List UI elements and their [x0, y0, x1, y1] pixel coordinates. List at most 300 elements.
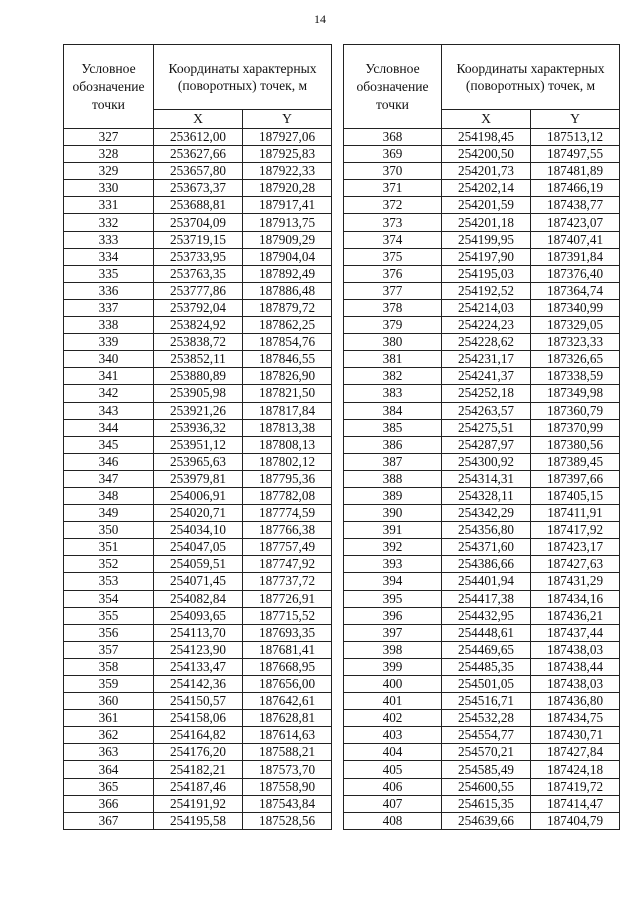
x-coordinate-cell: 254371,60: [442, 539, 531, 556]
y-coordinate-cell: 187693,35: [243, 624, 332, 641]
x-coordinate-cell: 254200,50: [442, 146, 531, 163]
x-coordinate-cell: 254164,82: [154, 727, 243, 744]
y-coordinate-cell: 187438,03: [531, 676, 620, 693]
y-coordinate-cell: 187588,21: [243, 744, 332, 761]
table-row: [64, 419, 332, 436]
x-coordinate-cell: 254241,37: [442, 368, 531, 385]
y-coordinate-cell: 187528,56: [243, 812, 332, 829]
table-row: [344, 727, 620, 744]
y-coordinate-cell: 187389,45: [531, 453, 620, 470]
point-number-cell: 331: [64, 197, 154, 214]
table-row: [64, 368, 332, 385]
point-number-cell: 394: [344, 573, 442, 590]
y-coordinate-cell: 187668,95: [243, 658, 332, 675]
table-row: [64, 248, 332, 265]
y-coordinate-cell: 187364,74: [531, 282, 620, 299]
y-coordinate-cell: 187329,05: [531, 317, 620, 334]
y-coordinate-cell: 187795,36: [243, 470, 332, 487]
point-number-cell: 335: [64, 265, 154, 282]
point-number-cell: 383: [344, 385, 442, 402]
point-number-cell: 361: [64, 710, 154, 727]
y-coordinate-cell: 187436,21: [531, 607, 620, 624]
table-row: [64, 812, 332, 829]
point-number-cell: 366: [64, 795, 154, 812]
point-number-cell: 401: [344, 693, 442, 710]
point-number-cell: 405: [344, 761, 442, 778]
y-coordinate-cell: 187436,80: [531, 693, 620, 710]
y-coordinate-cell: 187846,55: [243, 351, 332, 368]
table-row: [344, 436, 620, 453]
table-row: [64, 129, 332, 146]
point-number-cell: 372: [344, 197, 442, 214]
x-coordinate-cell: 254432,95: [442, 607, 531, 624]
y-coordinate-cell: 187424,18: [531, 761, 620, 778]
y-coordinate-cell: 187757,49: [243, 539, 332, 556]
point-number-cell: 399: [344, 658, 442, 675]
table-row: [344, 641, 620, 658]
point-number-cell: 393: [344, 556, 442, 573]
y-coordinate-cell: 187737,72: [243, 573, 332, 590]
table-row: [64, 573, 332, 590]
coordinates-table-left: [63, 44, 332, 830]
table-row: [344, 539, 620, 556]
x-coordinate-cell: 253612,00: [154, 129, 243, 146]
table-row: [64, 744, 332, 761]
x-coordinate-cell: 254198,45: [442, 129, 531, 146]
table-row: [344, 453, 620, 470]
y-coordinate-cell: 187614,63: [243, 727, 332, 744]
y-coordinate-cell: 187438,77: [531, 197, 620, 214]
y-coordinate-cell: 187340,99: [531, 299, 620, 316]
table-row: [64, 795, 332, 812]
point-number-cell: 404: [344, 744, 442, 761]
table-row: [64, 470, 332, 487]
y-coordinate-cell: 187886,48: [243, 282, 332, 299]
y-coordinate-cell: 187376,40: [531, 265, 620, 282]
table-row: [64, 522, 332, 539]
y-coordinate-cell: 187917,41: [243, 197, 332, 214]
table-row: [64, 163, 332, 180]
y-coordinate-cell: 187826,90: [243, 368, 332, 385]
point-number-cell: 342: [64, 385, 154, 402]
point-number-cell: 367: [64, 812, 154, 829]
point-number-cell: 402: [344, 710, 442, 727]
table-row: [344, 163, 620, 180]
page-number: 14: [314, 12, 326, 26]
point-number-cell: 380: [344, 334, 442, 351]
y-coordinate-cell: 187909,29: [243, 231, 332, 248]
table-row: [344, 282, 620, 299]
y-coordinate-cell: 187862,25: [243, 317, 332, 334]
y-coordinate-cell: 187904,04: [243, 248, 332, 265]
table-row: [64, 539, 332, 556]
y-coordinate-cell: 187431,29: [531, 573, 620, 590]
y-coordinate-cell: 187747,92: [243, 556, 332, 573]
table-row: [64, 676, 332, 693]
point-number-cell: 389: [344, 487, 442, 504]
point-number-cell: 336: [64, 282, 154, 299]
x-coordinate-cell: 254191,92: [154, 795, 243, 812]
table-row: [344, 351, 620, 368]
point-number-cell: 340: [64, 351, 154, 368]
y-coordinate-cell: 187802,12: [243, 453, 332, 470]
table-row: [344, 590, 620, 607]
point-number-cell: 381: [344, 351, 442, 368]
point-number-cell: 345: [64, 436, 154, 453]
x-coordinate-cell: 253979,81: [154, 470, 243, 487]
x-coordinate-cell: 253688,81: [154, 197, 243, 214]
x-coordinate-cell: 254082,84: [154, 590, 243, 607]
y-coordinate-cell: 187405,15: [531, 487, 620, 504]
point-number-cell: 334: [64, 248, 154, 265]
y-coordinate-cell: 187656,00: [243, 676, 332, 693]
y-coordinate-cell: 187808,13: [243, 436, 332, 453]
x-header: X: [154, 110, 243, 129]
table-row: [64, 282, 332, 299]
table-row: [64, 402, 332, 419]
point-number-cell: 348: [64, 487, 154, 504]
point-number-cell: 386: [344, 436, 442, 453]
x-coordinate-cell: 254417,38: [442, 590, 531, 607]
point-number-cell: 370: [344, 163, 442, 180]
table-row: [344, 419, 620, 436]
x-coordinate-cell: 254342,29: [442, 505, 531, 522]
point-number-cell: 406: [344, 778, 442, 795]
y-coordinate-cell: 187349,98: [531, 385, 620, 402]
x-coordinate-cell: 253852,11: [154, 351, 243, 368]
x-coordinate-cell: 253657,80: [154, 163, 243, 180]
point-number-cell: 333: [64, 231, 154, 248]
y-coordinate-cell: 187411,91: [531, 505, 620, 522]
x-coordinate-cell: 254501,05: [442, 676, 531, 693]
point-number-cell: 396: [344, 607, 442, 624]
table-row: [344, 761, 620, 778]
point-number-cell: 371: [344, 180, 442, 197]
table-row: [344, 334, 620, 351]
table-row: [64, 231, 332, 248]
point-number-cell: 397: [344, 624, 442, 641]
table-row: [64, 146, 332, 163]
table-row: [64, 658, 332, 675]
x-coordinate-cell: 254150,57: [154, 693, 243, 710]
y-coordinate-cell: 187642,61: [243, 693, 332, 710]
table-row: [64, 214, 332, 231]
x-coordinate-cell: 254570,21: [442, 744, 531, 761]
x-coordinate-cell: 253763,35: [154, 265, 243, 282]
x-coordinate-cell: 254187,46: [154, 778, 243, 795]
point-number-cell: 388: [344, 470, 442, 487]
x-coordinate-cell: 253627,66: [154, 146, 243, 163]
table-row: [344, 573, 620, 590]
x-coordinate-cell: 254328,11: [442, 487, 531, 504]
point-number-cell: 343: [64, 402, 154, 419]
y-coordinate-cell: 187419,72: [531, 778, 620, 795]
y-coordinate-cell: 187391,84: [531, 248, 620, 265]
y-coordinate-cell: 187397,66: [531, 470, 620, 487]
x-coordinate-cell: 253921,26: [154, 402, 243, 419]
x-coordinate-cell: 254142,36: [154, 676, 243, 693]
y-coordinate-cell: 187920,28: [243, 180, 332, 197]
x-coordinate-cell: 254199,95: [442, 231, 531, 248]
point-number-cell: 338: [64, 317, 154, 334]
y-coordinate-cell: 187414,47: [531, 795, 620, 812]
table-row: [64, 436, 332, 453]
point-number-cell: 350: [64, 522, 154, 539]
table-row: [64, 197, 332, 214]
table-row: [344, 812, 620, 829]
point-number-cell: 407: [344, 795, 442, 812]
y-header: Y: [531, 110, 620, 129]
point-number-cell: 384: [344, 402, 442, 419]
point-number-cell: 382: [344, 368, 442, 385]
x-coordinate-cell: 254214,03: [442, 299, 531, 316]
x-coordinate-cell: 254201,59: [442, 197, 531, 214]
table-row: [344, 658, 620, 675]
x-coordinate-cell: 253673,37: [154, 180, 243, 197]
table-body-left: [64, 129, 332, 830]
table-row: [344, 505, 620, 522]
table-row: [344, 146, 620, 163]
y-coordinate-cell: 187782,08: [243, 487, 332, 504]
y-coordinate-cell: 187813,38: [243, 419, 332, 436]
x-coordinate-cell: 254195,58: [154, 812, 243, 829]
y-coordinate-cell: 187726,91: [243, 590, 332, 607]
point-number-cell: 337: [64, 299, 154, 316]
point-number-cell: 358: [64, 658, 154, 675]
y-coordinate-cell: 187438,44: [531, 658, 620, 675]
table-row: [64, 180, 332, 197]
y-coordinate-cell: 187913,75: [243, 214, 332, 231]
point-number-cell: 351: [64, 539, 154, 556]
table-row: [344, 710, 620, 727]
table-row: [64, 641, 332, 658]
y-coordinate-cell: 187427,84: [531, 744, 620, 761]
y-coordinate-cell: 187513,12: [531, 129, 620, 146]
x-coordinate-cell: 254113,70: [154, 624, 243, 641]
table-row: [344, 522, 620, 539]
y-coordinate-cell: 187715,52: [243, 607, 332, 624]
table-row: [64, 351, 332, 368]
x-coordinate-cell: 253733,95: [154, 248, 243, 265]
x-coordinate-cell: 254314,31: [442, 470, 531, 487]
table-row: [344, 676, 620, 693]
point-number-cell: 385: [344, 419, 442, 436]
x-coordinate-cell: 254231,17: [442, 351, 531, 368]
table-row: [344, 693, 620, 710]
x-coordinate-cell: 254585,49: [442, 761, 531, 778]
point-number-cell: 332: [64, 214, 154, 231]
point-number-cell: 374: [344, 231, 442, 248]
point-number-cell: 373: [344, 214, 442, 231]
x-coordinate-cell: 254224,23: [442, 317, 531, 334]
x-coordinate-cell: 254059,51: [154, 556, 243, 573]
x-coordinate-cell: 254195,03: [442, 265, 531, 282]
point-number-cell: 349: [64, 505, 154, 522]
table-row: [64, 693, 332, 710]
table-row: [64, 710, 332, 727]
y-coordinate-cell: 187404,79: [531, 812, 620, 829]
x-coordinate-cell: 253719,15: [154, 231, 243, 248]
point-number-cell: 387: [344, 453, 442, 470]
x-coordinate-cell: 254386,66: [442, 556, 531, 573]
point-number-cell: 377: [344, 282, 442, 299]
x-coordinate-cell: 254202,14: [442, 180, 531, 197]
point-number-cell: 378: [344, 299, 442, 316]
point-number-cell: 355: [64, 607, 154, 624]
x-coordinate-cell: 253936,32: [154, 419, 243, 436]
x-coordinate-cell: 253838,72: [154, 334, 243, 351]
point-number-cell: 363: [64, 744, 154, 761]
table-row: [344, 197, 620, 214]
x-coordinate-cell: 254192,52: [442, 282, 531, 299]
y-coordinate-cell: 187817,84: [243, 402, 332, 419]
point-number-cell: 379: [344, 317, 442, 334]
y-coordinate-cell: 187681,41: [243, 641, 332, 658]
point-number-cell: 360: [64, 693, 154, 710]
point-number-cell: 359: [64, 676, 154, 693]
x-coordinate-cell: 253792,04: [154, 299, 243, 316]
x-coordinate-cell: 254158,06: [154, 710, 243, 727]
x-coordinate-cell: 253951,12: [154, 436, 243, 453]
table-row: [344, 778, 620, 795]
point-number-cell: 391: [344, 522, 442, 539]
x-coordinate-cell: 254516,71: [442, 693, 531, 710]
x-coordinate-cell: 254639,66: [442, 812, 531, 829]
x-coordinate-cell: 254047,05: [154, 539, 243, 556]
table-row: [344, 624, 620, 641]
y-coordinate-cell: 187338,59: [531, 368, 620, 385]
coords-label-header: Координаты характерных (поворотных) точек, м: [442, 45, 620, 110]
table-row: [64, 317, 332, 334]
y-coordinate-cell: 187423,17: [531, 539, 620, 556]
table-row: [344, 248, 620, 265]
x-coordinate-cell: 254133,47: [154, 658, 243, 675]
x-coordinate-cell: 254600,55: [442, 778, 531, 795]
table-row: [64, 453, 332, 470]
x-coordinate-cell: 254034,10: [154, 522, 243, 539]
x-coordinate-cell: 254263,57: [442, 402, 531, 419]
point-number-cell: 344: [64, 419, 154, 436]
x-coordinate-cell: 254401,94: [442, 573, 531, 590]
y-coordinate-cell: 187323,33: [531, 334, 620, 351]
y-coordinate-cell: 187434,75: [531, 710, 620, 727]
point-number-cell: 341: [64, 368, 154, 385]
x-coordinate-cell: 254020,71: [154, 505, 243, 522]
y-coordinate-cell: 187628,81: [243, 710, 332, 727]
y-coordinate-cell: 187558,90: [243, 778, 332, 795]
y-header: Y: [243, 110, 332, 129]
x-coordinate-cell: 254176,20: [154, 744, 243, 761]
point-number-cell: 354: [64, 590, 154, 607]
coords-label-header: Координаты характерных (поворотных) точек, м: [154, 45, 332, 110]
table-row: [64, 556, 332, 573]
point-number-cell: 346: [64, 453, 154, 470]
table-row: [64, 487, 332, 504]
table-row: [344, 180, 620, 197]
y-coordinate-cell: 187360,79: [531, 402, 620, 419]
point-number-cell: 330: [64, 180, 154, 197]
table-row: [344, 744, 620, 761]
table-row: [344, 129, 620, 146]
x-coordinate-cell: 254300,92: [442, 453, 531, 470]
point-number-cell: 364: [64, 761, 154, 778]
y-coordinate-cell: 187437,44: [531, 624, 620, 641]
y-coordinate-cell: 187774,59: [243, 505, 332, 522]
point-number-cell: 390: [344, 505, 442, 522]
y-coordinate-cell: 187922,33: [243, 163, 332, 180]
point-number-cell: 352: [64, 556, 154, 573]
point-number-cell: 369: [344, 146, 442, 163]
table-row: [64, 505, 332, 522]
table-row: [64, 334, 332, 351]
point-number-cell: 395: [344, 590, 442, 607]
point-number-cell: 403: [344, 727, 442, 744]
point-number-cell: 339: [64, 334, 154, 351]
table-row: [344, 265, 620, 282]
table-row: [64, 299, 332, 316]
table-row: [344, 470, 620, 487]
coordinates-table-right: [343, 44, 620, 830]
x-coordinate-cell: 254201,18: [442, 214, 531, 231]
y-coordinate-cell: 187427,63: [531, 556, 620, 573]
x-coordinate-cell: 254123,90: [154, 641, 243, 658]
table-row: [344, 607, 620, 624]
y-coordinate-cell: 187407,41: [531, 231, 620, 248]
point-number-cell: 392: [344, 539, 442, 556]
y-coordinate-cell: 187543,84: [243, 795, 332, 812]
point-number-cell: 408: [344, 812, 442, 829]
y-coordinate-cell: 187892,49: [243, 265, 332, 282]
point-number-cell: 368: [344, 129, 442, 146]
x-coordinate-cell: 253880,89: [154, 368, 243, 385]
table-row: [344, 368, 620, 385]
y-coordinate-cell: 187766,38: [243, 522, 332, 539]
x-coordinate-cell: 253777,86: [154, 282, 243, 299]
table-row: [64, 607, 332, 624]
x-coordinate-cell: 254197,90: [442, 248, 531, 265]
x-coordinate-cell: 254532,28: [442, 710, 531, 727]
y-coordinate-cell: 187925,83: [243, 146, 332, 163]
table-row: [344, 231, 620, 248]
table-row: [64, 778, 332, 795]
table-row: [64, 385, 332, 402]
x-coordinate-cell: 253824,92: [154, 317, 243, 334]
x-coordinate-cell: 254615,35: [442, 795, 531, 812]
point-label-header: Условное обозначение точки: [344, 45, 442, 129]
y-coordinate-cell: 187326,65: [531, 351, 620, 368]
point-number-cell: 362: [64, 727, 154, 744]
y-coordinate-cell: 187821,50: [243, 385, 332, 402]
point-number-cell: 357: [64, 641, 154, 658]
table-row: [344, 556, 620, 573]
x-coordinate-cell: 254448,61: [442, 624, 531, 641]
x-header: X: [442, 110, 531, 129]
x-coordinate-cell: 254093,65: [154, 607, 243, 624]
y-coordinate-cell: 187438,03: [531, 641, 620, 658]
y-coordinate-cell: 187879,72: [243, 299, 332, 316]
point-number-cell: 365: [64, 778, 154, 795]
point-number-cell: 376: [344, 265, 442, 282]
y-coordinate-cell: 187417,92: [531, 522, 620, 539]
table-row: [344, 385, 620, 402]
point-label-header: Условное обозначение точки: [64, 45, 154, 129]
table-row: [344, 214, 620, 231]
table-row: [344, 317, 620, 334]
x-coordinate-cell: 253704,09: [154, 214, 243, 231]
y-coordinate-cell: 187854,76: [243, 334, 332, 351]
y-coordinate-cell: 187927,06: [243, 129, 332, 146]
x-coordinate-cell: 253965,63: [154, 453, 243, 470]
